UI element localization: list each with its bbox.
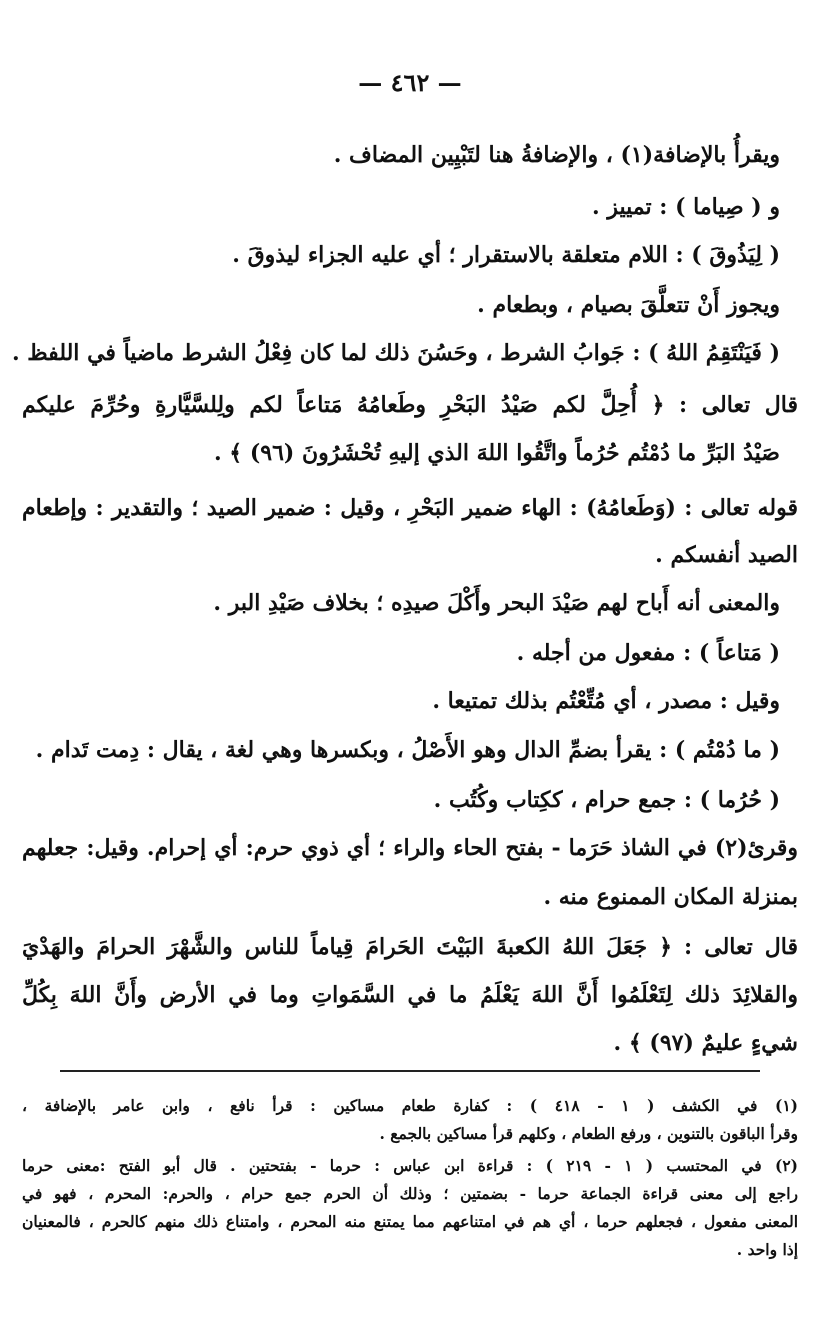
footnote-line-2: وقرأ الباقون بالتنوين ، ورفع الطعام ، وكلهم قرأ مساكين بالجمع . <box>379 1124 798 1143</box>
text-line-1: ويقرأُ بالإضافة(١) ، والإضافةُ هنا لتَبْيِين المضاف . <box>333 142 780 168</box>
footnote-separator <box>60 1070 760 1072</box>
footnote-line-5: المعنى مفعول ، فجعلهم حرما ، أي هم في امتناعهم مما يمتنع منه المحرم ، وامتناع ذلك منهم كالحرم ، فالمعنيان <box>22 1212 798 1231</box>
text-line-5: ( فَيَنْتَقِمُ اللهُ ) : جَوابُ الشرط ، وحَسُنَ ذلك لما كان فِعْلُ الشرط ماضياً في اللفظ . <box>11 340 780 366</box>
text-line-16: بمنزلة المكان الممنوع منه . <box>543 884 798 910</box>
text-line-14: ( حُرُما ) : جمع حرام ، ككِتاب وكُتُب . <box>433 787 780 813</box>
text-line-18: والقلائِدَ ذلك لِتَعْلَمُوا أَنَّ اللهَ يَعْلَمُ ما في السَّمَواتِ وما في الأرض وأَنَّ اللهَ بِكُلِّ <box>22 982 798 1008</box>
text-line-17: قال تعالى : ﴿ جَعَلَ اللهُ الكعبةَ البَيْتَ الحَرامَ قِياماً للناس والشَّهْرَ الحرامَ والهَدْيَ <box>22 934 798 960</box>
text-line-7: صَيْدُ البَرِّ ما دُمْتُم حُرُماً واتَّقُوا اللهَ الذي إليهِ تُحْشَرُونَ (٩٦) ﴾ . <box>213 440 780 466</box>
text-line-6: قال تعالى : ﴿ أُحِلَّ لكم صَيْدُ البَحْرِ وطَعامُهُ مَتاعاً لكم ولِلسَّيَّارةِ وحُرِّمَ عليكم <box>22 392 798 418</box>
text-line-12: وقيل : مصدر ، أي مُتِّعْتُم بذلك تمتيعا . <box>432 688 780 714</box>
text-line-11: ( مَتاعاً ) : مفعول من أجله . <box>516 640 780 666</box>
text-line-2: و ( صِياما ) : تمييز . <box>592 194 780 220</box>
text-line-10: والمعنى أنه أَباح لهم صَيْدَ البحر وأَكْلَ صيدِه ؛ بخلاف صَيْدِ البر . <box>213 590 780 616</box>
text-line-19: شيءٍ عليمٌ (٩٧) ﴾ . <box>613 1030 798 1056</box>
page-number: — ٤٦٢ — <box>358 68 462 97</box>
text-line-13: ( ما دُمْتُم ) : يقرأ بضمِّ الدال وهو الأَصْلُ ، وبكسرها وهي لغة ، يقال : دِمت تَدام . <box>35 737 780 763</box>
footnote-line-3: (٢) في المحتسب ( ١ - ٢١٩ ) : قراءة ابن عباس : حرما - بفتحتين . قال أبو الفتح :معنى حرما <box>22 1156 798 1175</box>
footnote-line-1: (١) في الكشف ( ١ - ٤١٨ ) : كفارة طعام مساكين : قرأ نافع ، وابن عامر بالإضافة ، <box>22 1096 799 1115</box>
footnote-line-4: راجع إلى معنى قراءة الجماعة حرما - بضمتين ؛ وذلك أن الحرم جمع حرام ، والحرم: المحرم ، فهو في <box>22 1184 798 1203</box>
text-line-15: وقرئ(٢) في الشاذ حَرَما - بفتح الحاء والراء ؛ أي ذوي حرم: أي إحرام. وقيل: جعلهم <box>22 835 798 861</box>
text-line-8: قوله تعالى : (وَطَعامُهُ) : الهاء ضمير البَحْرِ ، وقيل : ضمير الصيد ؛ والتقدير : وإطعام <box>22 495 798 521</box>
footnote-line-6: إذا واحد . <box>736 1240 798 1259</box>
text-line-3: ( لِيَذُوقَ ) : اللام متعلقة بالاستقرار ؛ أي عليه الجزاء ليذوقَ . <box>232 242 780 268</box>
text-line-4: ويجوز أَنْ تتعلَّقَ بصيام ، وبطعام . <box>477 292 780 318</box>
text-line-9: الصيد أنفسكم . <box>655 542 798 568</box>
